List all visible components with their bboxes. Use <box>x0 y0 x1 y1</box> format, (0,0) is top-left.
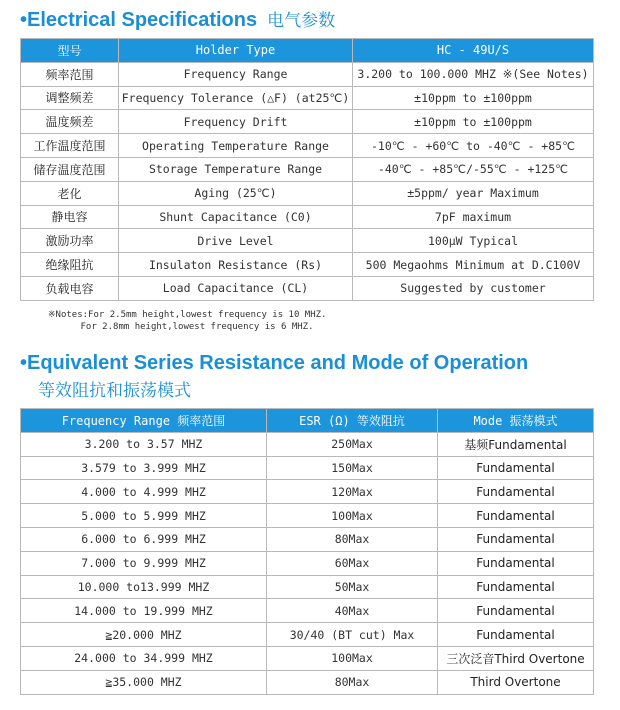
esr-section-subtitle-cn: 等效阻抗和振荡模式 <box>38 381 191 401</box>
param-cn: 温度频差 <box>21 110 119 134</box>
param-cn: 储存温度范围 <box>21 157 119 181</box>
param-en: Frequency Range <box>119 62 353 86</box>
mode-cell: Fundamental <box>438 504 594 528</box>
table-row <box>21 157 594 181</box>
frequency-cell: 5.000 to 5.999 MHZ <box>21 504 267 528</box>
electrical-specifications-title <box>20 6 335 32</box>
param-en: Insulaton Resistance (Rs) <box>119 253 353 277</box>
esr-cell: 80Max <box>267 527 438 551</box>
mode-cell: Fundamental <box>438 623 594 647</box>
note-line: For 2.8mm height,lowest frequency is 6 MHZ. <box>48 322 314 332</box>
esr-cell: 250Max <box>267 432 438 456</box>
table-row <box>21 229 594 253</box>
section-title-en: •Equivalent Series Resistance and Mode of Operation <box>20 352 529 374</box>
mode-cell: Fundamental <box>438 575 594 599</box>
table-row <box>21 670 594 694</box>
frequency-cell: 4.000 to 4.999 MHZ <box>21 480 267 504</box>
header-model: 型号 <box>21 39 119 63</box>
param-cn: 工作温度范围 <box>21 134 119 158</box>
table-row <box>21 110 594 134</box>
header-esr: ESR (Ω) 等效阻抗 <box>267 409 438 433</box>
frequency-cell: 14.000 to 19.999 MHZ <box>21 599 267 623</box>
param-en: Frequency Drift <box>119 110 353 134</box>
esr-cell: 30/40 (BT cut) Max <box>267 623 438 647</box>
esr-cell: 80Max <box>267 670 438 694</box>
note-line: ※Notes:For 2.5mm height,lowest frequency is 10 MHZ. <box>48 310 327 320</box>
esr-section-title <box>20 352 528 375</box>
table-header-row <box>21 39 594 63</box>
table-row <box>21 134 594 158</box>
header-frequency-range: Frequency Range 频率范围 <box>21 409 267 433</box>
param-value: Suggested by customer <box>353 276 594 300</box>
mode-cell: Fundamental <box>438 551 594 575</box>
table-row <box>21 623 594 647</box>
section-title-cn: 电气参数 <box>267 11 336 31</box>
table-row <box>21 504 594 528</box>
mode-cell: Fundamental <box>438 456 594 480</box>
param-cn: 静电容 <box>21 205 119 229</box>
param-en: Operating Temperature Range <box>119 134 353 158</box>
table-row <box>21 599 594 623</box>
mode-cell: 三次泛音Third Overtone <box>438 646 594 670</box>
table-row <box>21 181 594 205</box>
table-row <box>21 276 594 300</box>
electrical-specifications-table <box>20 38 594 301</box>
param-en: Drive Level <box>119 229 353 253</box>
header-holder-type: Holder Type <box>119 39 353 63</box>
param-value: 100μW Typical <box>353 229 594 253</box>
param-cn: 负载电容 <box>21 276 119 300</box>
param-en: Storage Temperature Range <box>119 157 353 181</box>
mode-cell: Fundamental <box>438 527 594 551</box>
param-en: Shunt Capacitance (C0) <box>119 205 353 229</box>
param-value: ±5ppm/ year Maximum <box>353 181 594 205</box>
mode-cell: Fundamental <box>438 599 594 623</box>
table-header-row <box>21 409 594 433</box>
header-mode: Mode 振荡模式 <box>438 409 594 433</box>
esr-cell: 100Max <box>267 646 438 670</box>
table-row <box>21 646 594 670</box>
param-cn: 调整频差 <box>21 86 119 110</box>
table-row <box>21 480 594 504</box>
param-value: 500 Megaohms Minimum at D.C100V <box>353 253 594 277</box>
mode-cell: 基频Fundamental <box>438 432 594 456</box>
param-cn: 绝缘阻抗 <box>21 253 119 277</box>
param-value: 7pF maximum <box>353 205 594 229</box>
frequency-cell: 3.200 to 3.57 MHZ <box>21 432 267 456</box>
frequency-cell: 7.000 to 9.999 MHZ <box>21 551 267 575</box>
param-en: Load Capacitance (CL) <box>119 276 353 300</box>
section-title-en: •Electrical Specifications <box>20 9 258 31</box>
param-value: ±10ppm to ±100ppm <box>353 86 594 110</box>
param-cn: 老化 <box>21 181 119 205</box>
param-value: -40℃ - +85℃/-55℃ - +125℃ <box>353 157 594 181</box>
param-value: ±10ppm to ±100ppm <box>353 110 594 134</box>
table-row <box>21 575 594 599</box>
frequency-cell: ≧35.000 MHZ <box>21 670 267 694</box>
mode-cell: Third Overtone <box>438 670 594 694</box>
esr-mode-table <box>20 408 594 695</box>
frequency-cell: 10.000 to13.999 MHZ <box>21 575 267 599</box>
param-cn: 激励功率 <box>21 229 119 253</box>
table-row <box>21 62 594 86</box>
frequency-cell: 6.000 to 6.999 MHZ <box>21 527 267 551</box>
esr-cell: 150Max <box>267 456 438 480</box>
mode-cell: Fundamental <box>438 480 594 504</box>
esr-cell: 40Max <box>267 599 438 623</box>
frequency-cell: 24.000 to 34.999 MHZ <box>21 646 267 670</box>
param-cn: 频率范围 <box>21 62 119 86</box>
notes <box>48 309 326 333</box>
table-row <box>21 432 594 456</box>
frequency-cell: ≧20.000 MHZ <box>21 623 267 647</box>
frequency-cell: 3.579 to 3.999 MHZ <box>21 456 267 480</box>
esr-cell: 50Max <box>267 575 438 599</box>
esr-cell: 60Max <box>267 551 438 575</box>
table-row <box>21 205 594 229</box>
esr-cell: 120Max <box>267 480 438 504</box>
param-value: 3.200 to 100.000 MHZ ※(See Notes) <box>353 62 594 86</box>
table-row <box>21 456 594 480</box>
table-row <box>21 527 594 551</box>
table-row <box>21 86 594 110</box>
param-en: Aging (25℃) <box>119 181 353 205</box>
param-value: -10℃ - +60℃ to -40℃ - +85℃ <box>353 134 594 158</box>
table-row <box>21 253 594 277</box>
table-row <box>21 551 594 575</box>
esr-cell: 100Max <box>267 504 438 528</box>
header-hc49us: HC - 49U/S <box>353 39 594 63</box>
param-en: Frequency Tolerance (△F) (at25℃) <box>119 86 353 110</box>
